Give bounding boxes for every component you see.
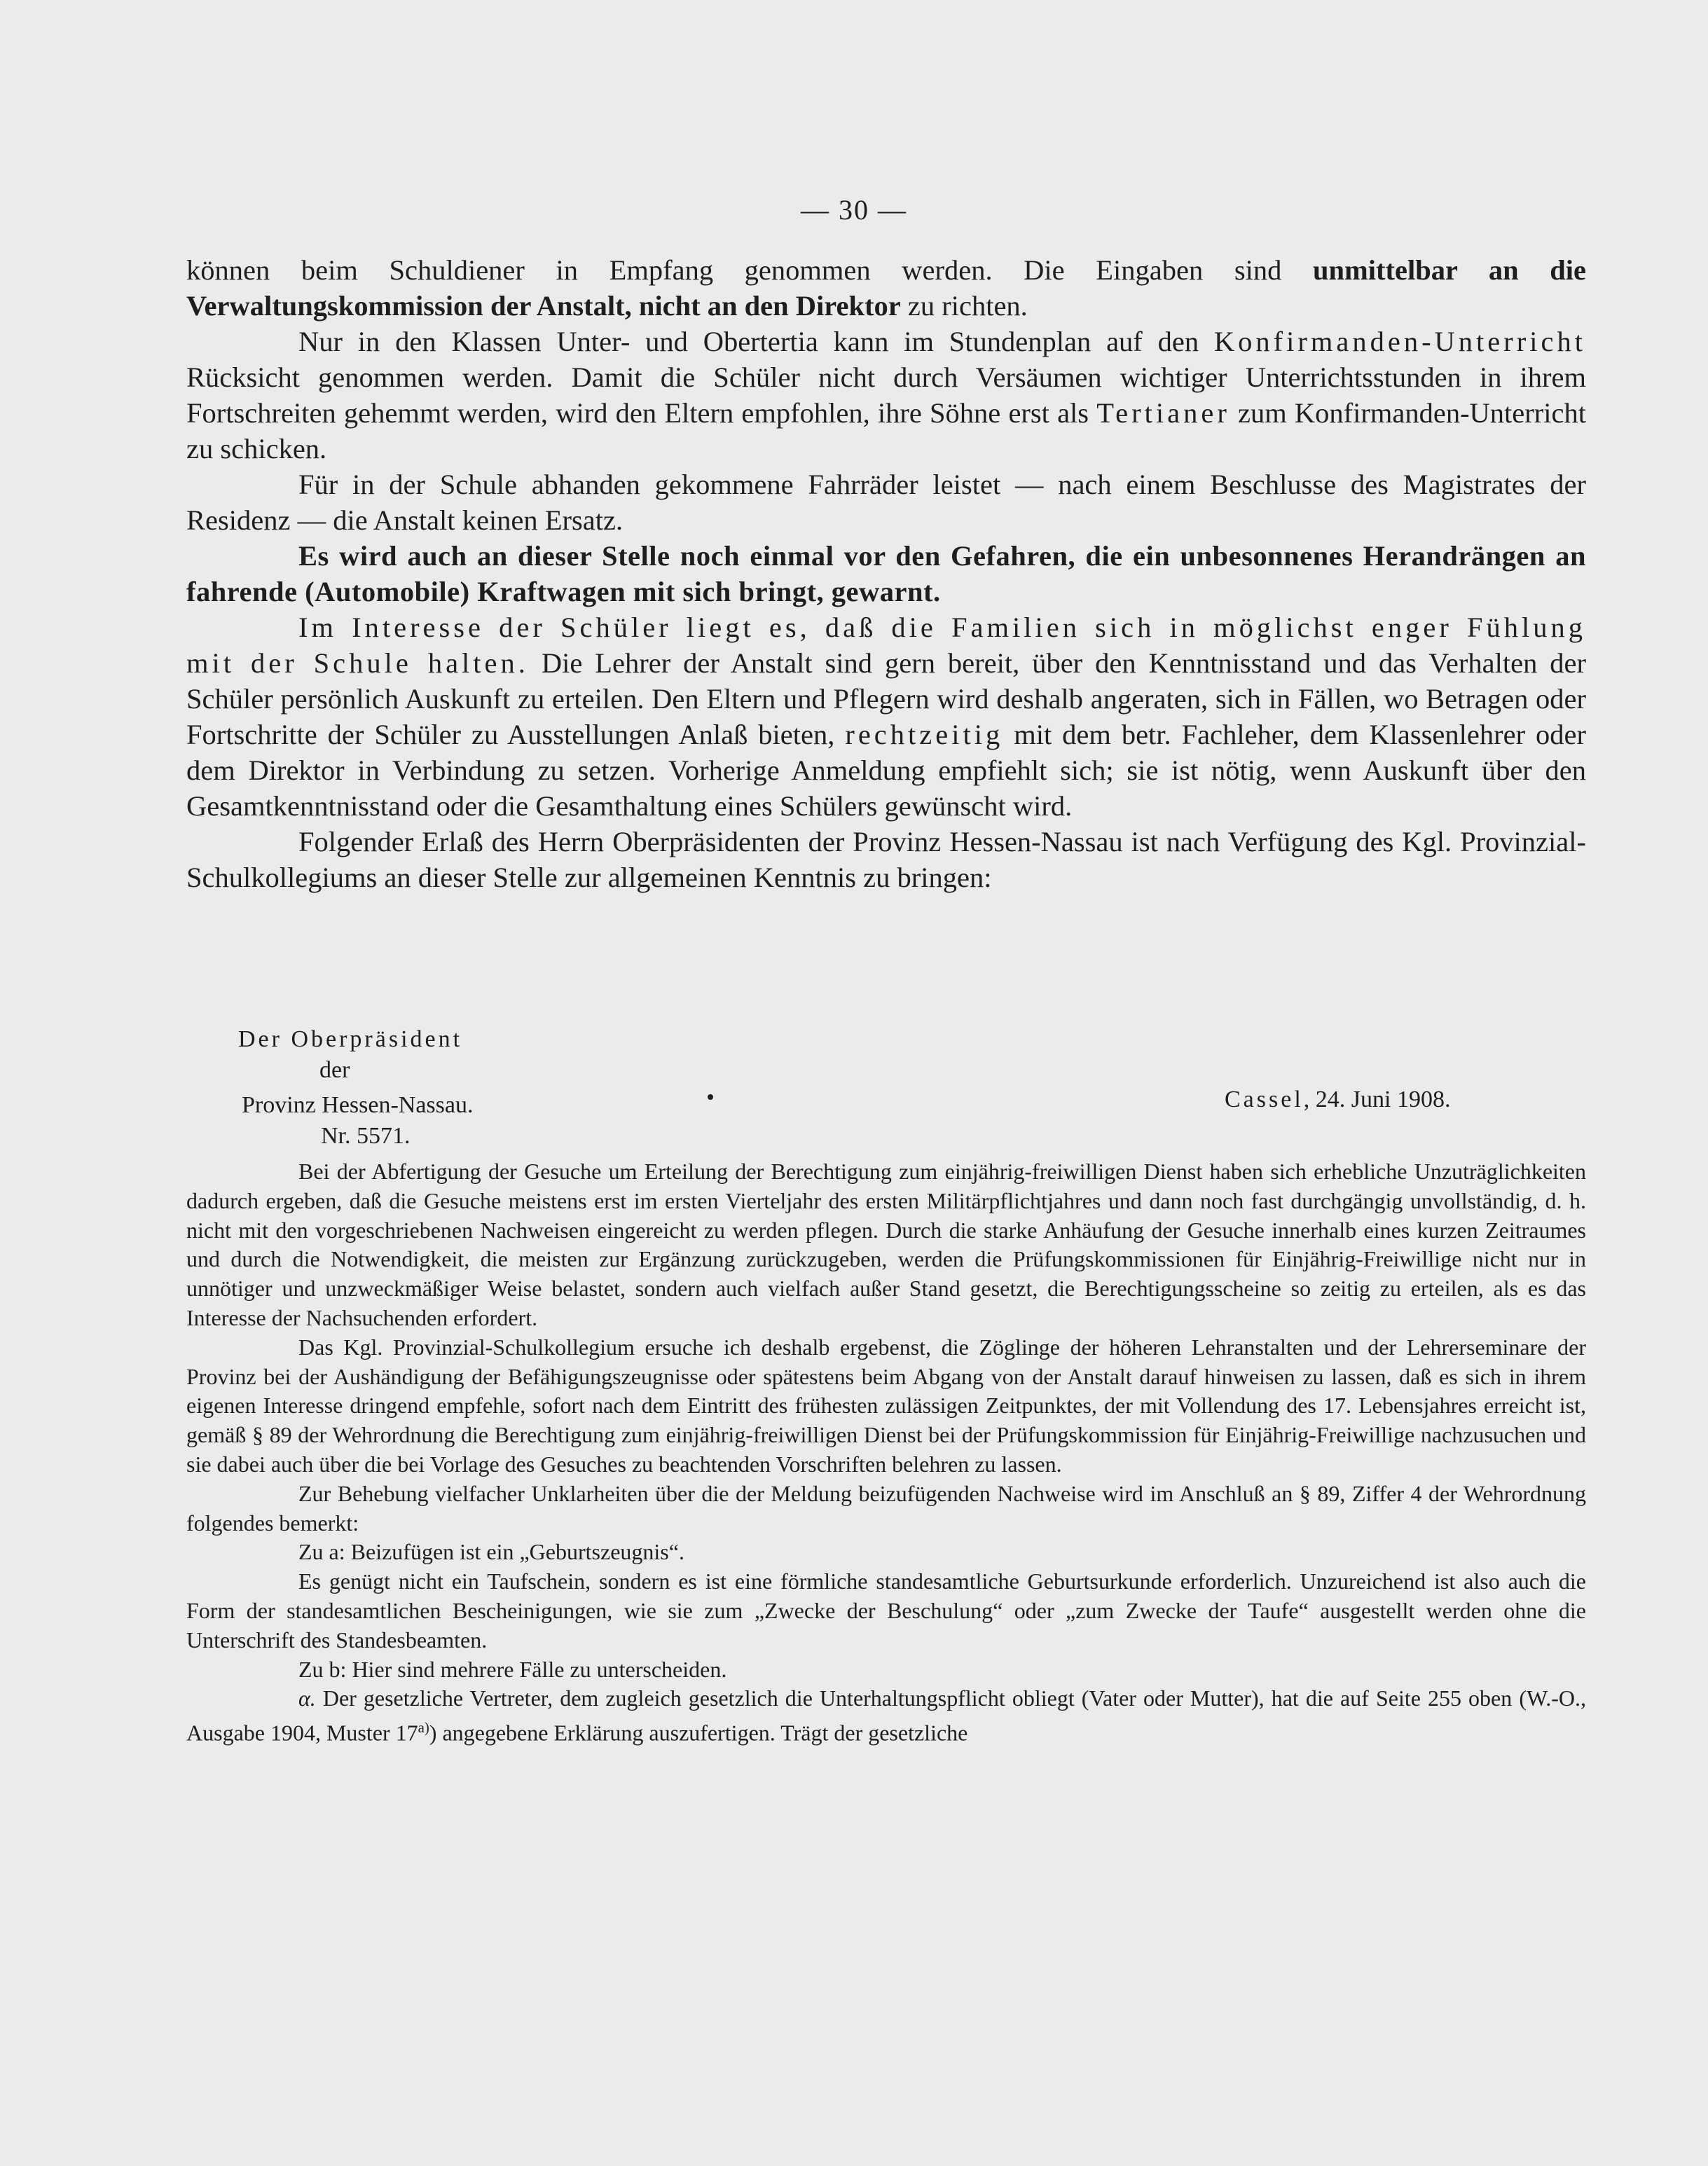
paragraph-submissions: können beim Schuldiener in Empfang genommen werden. Die Eingaben sind unmittelbar an die Verwaltungskommission der Anstalt, nicht an den Direktor zu richten. [186, 254, 1586, 322]
issuer-number: Nr. 5571. [321, 1123, 411, 1149]
paragraph-decree-intro: Folgender Erlaß des Herrn Oberpräsidenten der Provinz Hessen-Nassau ist nach Verfügung des Kgl. Provinzial-Schulkollegiums an dieser Stelle zur allgemeinen Kenntnis zu bringen: [186, 826, 1586, 893]
decree-paragraph-4: Zu a: Beizufügen ist ein „Geburtszeugnis“. [298, 1539, 684, 1565]
ink-dot [708, 1094, 713, 1100]
decree-paragraph-6: Zu b: Hier sind mehrere Fälle zu unterscheiden. [298, 1656, 727, 1682]
issuer-place-date: Cassel, 24. Juni 1908. [1225, 1087, 1451, 1112]
main-text [186, 252, 1586, 895]
paragraph-families: Im Interesse der Schüler liegt es, daß die Familien sich in möglichst enger Fühlung mit der Schule halten. Die Lehrer der Anstalt sind gern bereit, über den Kenntnisstand und das Verhalten der Schüler persönlich Auskunft zu erteilen. Den Eltern und Pflegern wird deshalb angeraten, sich in Fällen, wo Betragen oder Fortschritte der Schüler zu Ausstellungen Anlaß bieten, rechtzeitig mit dem betr. Fachleher, dem Klassenlehrer oder dem Direktor in Verbindung zu setzen. Vorherige Anmeldung empfiehlt sich; sie ist nötig, wenn Auskunft über den Gesamtkenntnisstand oder die Gesamthaltung eines Schülers gewünscht wird. [186, 612, 1587, 822]
spaced-emphasis: Tertianer [1096, 397, 1230, 429]
bold-emphasis: unmittelbar an die Verwaltungskommission der Anstalt, nicht an den Direktor [186, 254, 1586, 322]
decree-paragraph-1: Bei der Abfertigung der Gesuche um Erteilung der Berechtigung zum einjährig-freiwilligen Dienst haben sich erhebliche Unzuträglichkeiten dadurch ergeben, daß die Gesuche meistens erst im ersten Vierteljahr des ersten Militärpflichtjahres und dann noch fast durchgängig unvollständig, d. h. nicht mit den vorgeschriebenen Nachweisen eingereicht zu werden pflegen. Durch die starke Anhäufung der Gesuche innerhalb eines kurzen Zeitraumes und durch die Notwendigkeit, die meisten zur Ergänzung zurückzugeben, werden die Prüfungskommissionen für Einjährig-Freiwillige nicht nur in unnötiger und unzweckmäßiger Weise belastet, sondern auch vielfach außer Stand gesetzt, die Berechtigungsscheine so zeitig zu erteilen, als es das Interesse der Nachsuchenden erfordert. [186, 1159, 1586, 1330]
spaced-emphasis: rechtzeitig [845, 719, 1004, 750]
paragraph-automobile-warning: Es wird auch an dieser Stelle noch einmal vor den Gefahren, die ein unbesonnenes Herandrängen an fahrende (Automobile) Kraftwagen mit sich bringt, gewarnt. [186, 540, 1586, 607]
spaced-emphasis: Konfirmanden-Unterricht [1213, 326, 1586, 357]
issuer-province: Provinz Hessen-Nassau. [242, 1092, 474, 1118]
issuer-title: Der Oberpräsident [238, 1026, 463, 1052]
decree-paragraph-5: Es genügt nicht ein Taufschein, sondern es ist eine förmliche standesamtliche Geburtsurkunde erforderlich. Unzureichend ist also auch die Form der standesamtlichen Bescheinigungen, wie sie zum „Zwecke der Beschulung“ oder „zum Zwecke der Taufe“ ausgestellt werden ohne die Unterschrift des Standesbeamten. [186, 1568, 1586, 1653]
paragraph-confirmation: Nur in den Klassen Unter- und Obertertia kann im Stundenplan auf den Konfirmanden-Unterricht Rücksicht genommen werden. Damit die Schüler nicht durch Versäumen wichtiger Unterrichtsstunden in ihrem Fortschreiten gehemmt werden, wird den Eltern empfohlen, ihre Söhne erst als Tertianer zum Konfirmanden-Unterricht zu schicken. [186, 326, 1586, 464]
paragraph-bicycles: Für in der Schule abhanden gekommene Fahrräder leistet — nach einem Beschlusse des Magistrates der Residenz — die Anstalt keinen Ersatz. [186, 469, 1586, 536]
spaced-emphasis: Im Interesse der Schüler liegt es, daß die Familien sich in möglichst enger Fühlung mit der Schule halten. [186, 612, 1586, 679]
decree-paragraph-7: α. Der gesetzliche Vertreter, dem zugleich gesetzlich die Unterhaltungspflicht obliegt (Vater oder Mutter), hat die auf Seite 255 oben (W.-O., Ausgabe 1904, Muster 17$^{a)}$) angegebene Erklärung auszufertigen. Trägt der gesetzliche [186, 1685, 1586, 1746]
decree-paragraph-3: Zur Behebung vielfacher Unklarheiten über die der Meldung beizufügenden Nachweise wird im Anschluß an § 89, Ziffer 4 der Wehrordnung folgendes bemerkt: [186, 1480, 1586, 1536]
issuer-der: der [319, 1057, 350, 1083]
page-number: — 30 — [801, 194, 907, 226]
decree-paragraph-2: Das Kgl. Provinzial-Schulkollegium ersuche ich deshalb ergebenst, die Zöglinge der höheren Lehranstalten und der Lehrerseminare der Provinz bei der Aushändigung der Befähigungszeugnisse oder spätestens beim Abgang von der Anstalt darauf hinweisen zu lassen, daß es sich in ihrem eigenen Interesse dringend empfehle, sofort nach dem Eintritt des frühesten zulässigen Zeitpunktes, der mit Vollendung des 17. Lebensjahres erreicht ist, gemäß § 89 der Wehrordnung die Berechtigung zum einjährig-freiwilligen Dienst bei der Prüfungskommission für Einjährig-Freiwillige nachzusuchen und sie dabei auch über die bei Vorlage des Gesuches zu beachtenden Vorschriften belehren zu lassen. [186, 1334, 1586, 1477]
decree-text [186, 1157, 1586, 1748]
